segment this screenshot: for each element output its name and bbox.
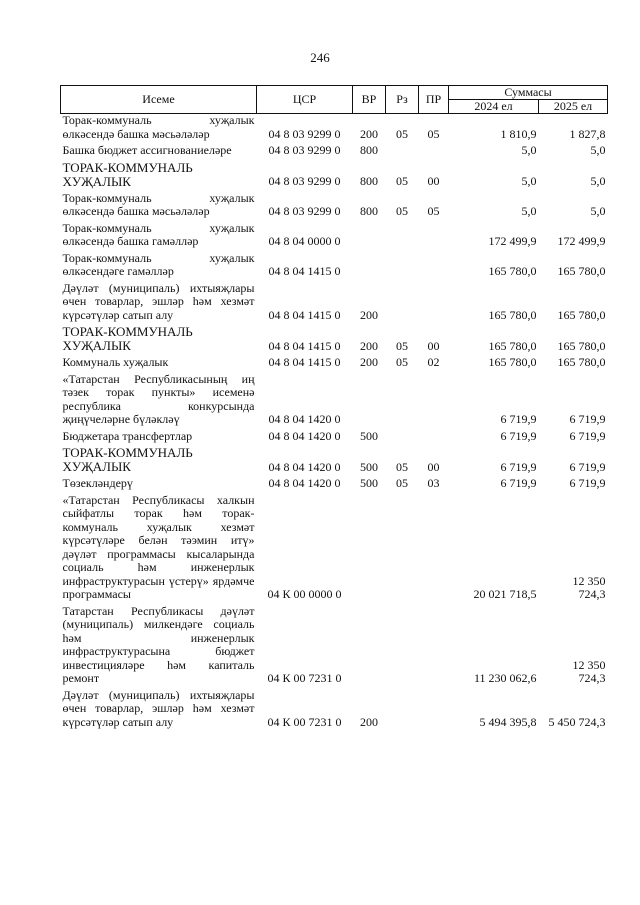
table-row [61, 427, 608, 444]
row-sum-2025: 1 827,8 [569, 126, 606, 141]
row-rz [386, 279, 419, 323]
row-rz: 05 [396, 204, 408, 218]
row-csr: 04 К 00 0000 0 [267, 587, 342, 601]
header-csr: ЦСР [257, 86, 353, 114]
row-rz [386, 249, 419, 279]
row-sum-2025: 6 719,9 [569, 459, 606, 474]
table-row [61, 219, 608, 249]
table-body [61, 114, 608, 730]
row-sum-2024: 165 780,0 [488, 307, 537, 322]
header-pr: ПР [419, 86, 449, 114]
row-vr: 200 [360, 126, 378, 141]
row-vr: 200 [360, 338, 378, 353]
table-row [61, 443, 608, 474]
row-rz: 05 [396, 476, 408, 490]
row-sum-2025: 5 450 724,3 [548, 714, 606, 729]
row-sum-2025: 5,0 [590, 143, 606, 157]
table-row [61, 491, 608, 602]
row-sum-2024: 172 499,9 [488, 234, 537, 248]
row-name: Торак-коммуналь хуҗалык өлкәсендәге гамәлләр [62, 250, 255, 278]
row-rz: 05 [396, 355, 408, 369]
row-vr [353, 249, 386, 279]
row-rz [386, 219, 419, 249]
row-rz [386, 370, 419, 427]
row-csr: 04 8 03 9299 0 [268, 174, 341, 188]
row-rz: 05 [396, 126, 408, 141]
row-vr: 200 [360, 355, 378, 369]
table-row [61, 474, 608, 491]
row-csr: 04 8 04 1415 0 [268, 264, 341, 278]
row-rz [386, 686, 419, 730]
row-pr: 05 [427, 204, 440, 218]
row-name: ТОРАК-КОММУНАЛЬ ХУҖАЛЫК [62, 324, 193, 353]
row-sum-2025: 12 350 724,3 [572, 573, 606, 601]
row-sum-2024: 165 780,0 [488, 338, 537, 353]
row-rz: 05 [396, 174, 408, 188]
table-row [61, 141, 608, 158]
row-name: Торак-коммуналь хуҗалык өлкәсендә башка гамәлләр [62, 220, 255, 248]
row-sum-2024: 5,0 [521, 204, 537, 218]
row-csr: 04 8 04 1415 0 [268, 307, 341, 322]
row-pr: 03 [427, 476, 440, 490]
row-vr: 800 [360, 174, 378, 188]
row-sum-2024: 6 719,9 [500, 459, 537, 474]
header-name: Исеме [61, 86, 257, 114]
budget-table [60, 85, 608, 729]
row-pr [419, 249, 449, 279]
row-sum-2024: 165 780,0 [488, 264, 537, 278]
row-vr: 800 [360, 204, 378, 218]
row-name: Коммуналь хуҗалык [62, 355, 169, 369]
row-sum-2024: 5,0 [521, 143, 537, 157]
row-sum-2025: 172 499,9 [557, 234, 606, 248]
row-name: Төзекләндерү [62, 476, 133, 490]
row-sum-2024: 11 230 062,6 [473, 671, 537, 685]
row-name: «Татарстан Республикасы халкын сыйфатлы торак һәм торак-коммуналь хуҗалык хезмәт күрсәтүләре белән тәэмин итү» дәүләт программасы кысаларында социаль һәм инженерлык инфраструктурасын үстерү» ярдәмче программасы [62, 492, 255, 601]
row-sum-2024: 6 719,9 [500, 412, 537, 426]
row-name: ТОРАК-КОММУНАЛЬ ХУҖАЛЫК [62, 159, 193, 189]
table-row [61, 279, 608, 323]
table-row [61, 370, 608, 427]
header-rz: Рз [386, 86, 419, 114]
row-pr: 00 [427, 174, 440, 188]
row-pr [419, 602, 449, 686]
row-sum-2025: 165 780,0 [557, 307, 606, 322]
row-csr: 04 8 03 9299 0 [268, 143, 341, 157]
table-row [61, 322, 608, 353]
row-vr: 800 [360, 143, 378, 157]
row-pr: 02 [427, 355, 440, 369]
row-csr: 04 8 04 1415 0 [268, 355, 341, 369]
header-sums: Суммасы [449, 86, 608, 100]
row-name: Бюджетара трансфертлар [62, 428, 193, 443]
row-sum-2025: 12 350 724,3 [572, 657, 606, 685]
row-pr [419, 491, 449, 602]
row-pr: 00 [427, 459, 440, 474]
row-name: Башка бюджет ассигнованиеләре [62, 143, 232, 157]
row-vr [353, 219, 386, 249]
row-rz: 05 [396, 338, 408, 353]
table-row [61, 602, 608, 686]
row-sum-2024: 165 780,0 [488, 355, 537, 369]
row-csr: 04 8 04 1420 0 [268, 476, 341, 490]
row-sum-2025: 6 719,9 [569, 476, 606, 490]
row-vr: 500 [360, 476, 378, 490]
row-sum-2025: 6 719,9 [569, 412, 606, 426]
row-rz [386, 602, 419, 686]
row-csr: 04 К 00 7231 0 [267, 671, 342, 685]
header-vr: ВР [353, 86, 386, 114]
row-sum-2024: 6 719,9 [500, 428, 537, 443]
row-sum-2025: 165 780,0 [557, 264, 606, 278]
row-name: «Татарстан Республикасының иң тәзек торак пункты» исеменә республика конкурсында җиңүчеләрне бүләкләү [62, 371, 255, 426]
row-vr: 500 [360, 459, 378, 474]
row-sum-2024: 1 810,9 [500, 126, 537, 141]
table-row [61, 158, 608, 189]
row-csr: 04 8 04 1420 0 [268, 428, 341, 443]
row-name: Дәүләт (муниципаль) ихтыяҗлары өчен товарлар, эшләр һәм хезмәт күрсәтүләр сатып алу [62, 687, 255, 729]
table-row [61, 353, 608, 370]
row-vr: 200 [360, 714, 378, 729]
row-rz: 05 [396, 459, 408, 474]
table-row [61, 114, 608, 142]
row-sum-2025: 5,0 [590, 204, 606, 218]
table-row [61, 686, 608, 730]
table-row [61, 189, 608, 219]
row-sum-2024: 20 021 718,5 [473, 587, 537, 601]
row-csr: 04 8 04 1420 0 [268, 459, 341, 474]
row-pr [419, 219, 449, 249]
row-name: ТОРАК-КОММУНАЛЬ ХУҖАЛЫК [62, 445, 193, 474]
page-number: 246 [310, 50, 330, 65]
row-sum-2025: 6 719,9 [569, 428, 606, 443]
row-rz [386, 491, 419, 602]
row-name: Торак-коммуналь хуҗалык өлкәсендә башка мәсьәләләр [62, 190, 255, 218]
row-sum-2024: 5,0 [521, 174, 537, 188]
row-name: Торак-коммуналь хуҗалык өлкәсендә башка мәсьәләләр [62, 113, 255, 141]
row-vr [353, 370, 386, 427]
row-sum-2024: 6 719,9 [500, 476, 537, 490]
row-pr [419, 370, 449, 427]
table-row [61, 249, 608, 279]
row-rz [386, 141, 419, 158]
row-vr [353, 602, 386, 686]
row-csr: 04 8 04 1420 0 [268, 412, 341, 426]
row-vr: 200 [360, 307, 378, 322]
header-year-2025: 2025 ел [539, 100, 608, 114]
row-csr: 04 8 03 9299 0 [268, 126, 341, 141]
header-year-2024: 2024 ел [449, 100, 539, 114]
row-vr [353, 491, 386, 602]
row-pr: 05 [427, 126, 440, 141]
row-pr [419, 279, 449, 323]
row-pr [419, 141, 449, 158]
row-sum-2025: 165 780,0 [557, 338, 606, 353]
row-sum-2024: 5 494 395,8 [479, 714, 537, 729]
row-name: Дәүләт (муниципаль) ихтыяҗлары өчен товарлар, эшләр һәм хезмәт күрсәтүләр сатып алу [62, 280, 255, 322]
row-csr: 04 8 04 1415 0 [268, 338, 341, 353]
row-csr: 04 8 04 0000 0 [268, 234, 341, 248]
row-vr: 500 [360, 428, 378, 443]
row-pr [419, 686, 449, 730]
table-header [61, 86, 608, 114]
row-rz [386, 427, 419, 444]
row-csr: 04 К 00 7231 0 [267, 714, 342, 729]
row-name: Татарстан Республикасы дәүләт (муниципаль) милкендәге социаль һәм инженерлык инфраструктурасына бюджет инвестицияләре һәм капиталь ремонт [62, 603, 255, 685]
row-pr: 00 [427, 338, 440, 353]
row-csr: 04 8 03 9299 0 [268, 204, 341, 218]
row-pr [419, 427, 449, 444]
row-sum-2025: 5,0 [590, 174, 606, 188]
row-sum-2025: 165 780,0 [557, 355, 606, 369]
